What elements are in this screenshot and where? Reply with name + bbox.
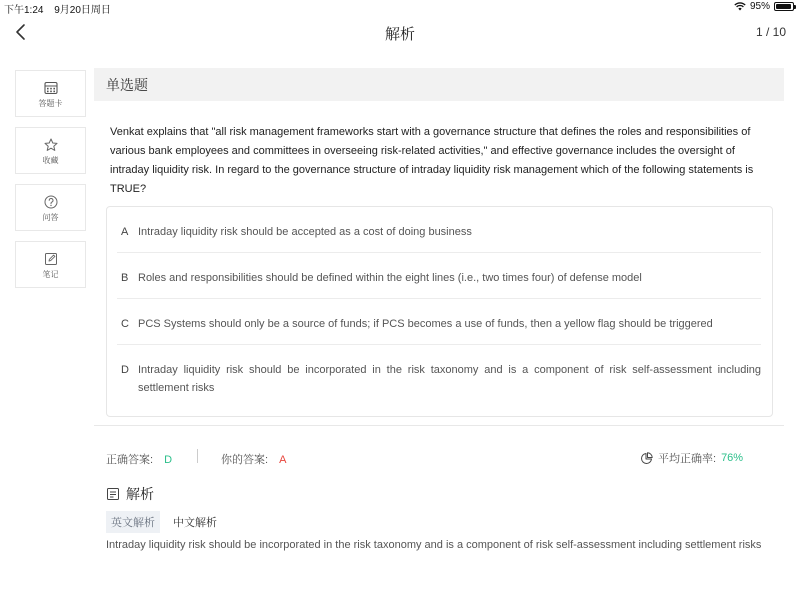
analysis-title: 解析 bbox=[126, 486, 154, 502]
pie-chart-icon bbox=[640, 452, 653, 465]
question-text: Venkat explains that "all risk management frameworks start with a governance structure that defines the roles and responsibilities of various bank employees and committees in overseeing risk-related activities," and effective governance includes the oversight of intraday liquidity risk. In regard to the governance structure of intraday liquidity risk management which of the following statements is TRUE? bbox=[110, 126, 754, 195]
option-divider bbox=[117, 344, 761, 345]
average-accuracy-value: 76% bbox=[721, 452, 744, 464]
analysis-tabs bbox=[106, 511, 222, 533]
side-tool-label: 笔记 bbox=[42, 270, 59, 279]
average-accuracy-label: 平均正确率: bbox=[658, 453, 717, 465]
side-tool-label: 问答 bbox=[42, 213, 59, 222]
your-answer-value: A bbox=[279, 454, 287, 466]
side-tool-answer-sheet[interactable] bbox=[15, 70, 86, 117]
question-type: 单选题 bbox=[106, 77, 148, 93]
section-divider bbox=[94, 425, 784, 426]
question-icon bbox=[43, 194, 59, 210]
option-letter: A bbox=[121, 226, 129, 238]
option-a[interactable] bbox=[117, 223, 761, 241]
option-text: PCS Systems should only be a source of funds; if PCS becomes a use of funds, then a yellow flag should be triggered bbox=[138, 318, 713, 330]
status-bar bbox=[0, 0, 800, 14]
answer-separator bbox=[197, 449, 198, 463]
your-answer bbox=[221, 451, 286, 467]
nav-bar bbox=[0, 14, 800, 50]
option-divider bbox=[117, 298, 761, 299]
battery-icon bbox=[774, 2, 794, 11]
analysis-text: Intraday liquidity risk should be incorporated in the risk taxonomy and is a component of risk self-assessment including settlement risks bbox=[106, 539, 762, 551]
option-d[interactable] bbox=[117, 361, 761, 397]
star-icon bbox=[43, 137, 59, 153]
page-counter: 1 / 10 bbox=[755, 25, 786, 39]
option-c[interactable] bbox=[117, 315, 761, 333]
side-tool-label: 答题卡 bbox=[38, 99, 63, 108]
note-icon bbox=[43, 251, 59, 267]
side-tool-note[interactable] bbox=[15, 241, 86, 288]
option-divider bbox=[117, 252, 761, 253]
options-box bbox=[106, 206, 773, 417]
document-icon bbox=[106, 487, 120, 501]
correct-answer-label: 正确答案: bbox=[106, 454, 154, 466]
option-letter: B bbox=[121, 272, 129, 284]
status-right bbox=[734, 1, 794, 12]
status-date: 9月20日周日 bbox=[54, 5, 111, 16]
average-accuracy bbox=[640, 450, 743, 466]
wifi-icon bbox=[734, 2, 746, 11]
analysis-header bbox=[106, 484, 154, 504]
page-title: 解析 bbox=[384, 26, 415, 43]
correct-answer-value: D bbox=[164, 454, 173, 466]
option-text: Roles and responsibilities should be defined within the eight lines (i.e., two times four) of defense model bbox=[138, 272, 642, 284]
correct-answer bbox=[106, 451, 172, 467]
option-letter: C bbox=[121, 318, 129, 330]
option-text: Intraday liquidity risk should be incorporated in the risk taxonomy and is a component of risk self-assessment including settlement risks bbox=[138, 364, 761, 394]
tab-chinese-analysis[interactable]: 中文解析 bbox=[173, 517, 217, 529]
option-b[interactable] bbox=[117, 269, 761, 287]
your-answer-label: 你的答案: bbox=[221, 454, 269, 466]
answer-sheet-icon bbox=[43, 80, 59, 96]
option-letter: D bbox=[121, 364, 129, 376]
side-tool-label: 收藏 bbox=[42, 156, 59, 165]
option-text: Intraday liquidity risk should be accepted as a cost of doing business bbox=[138, 226, 472, 238]
battery-percent: 95% bbox=[749, 1, 770, 12]
status-time: 下午1:24 bbox=[4, 5, 44, 16]
question-type-header bbox=[94, 68, 784, 101]
tab-english-analysis[interactable]: 英文解析 bbox=[106, 511, 160, 533]
side-tool-favorite[interactable] bbox=[15, 127, 86, 174]
side-tool-qa[interactable] bbox=[15, 184, 86, 231]
